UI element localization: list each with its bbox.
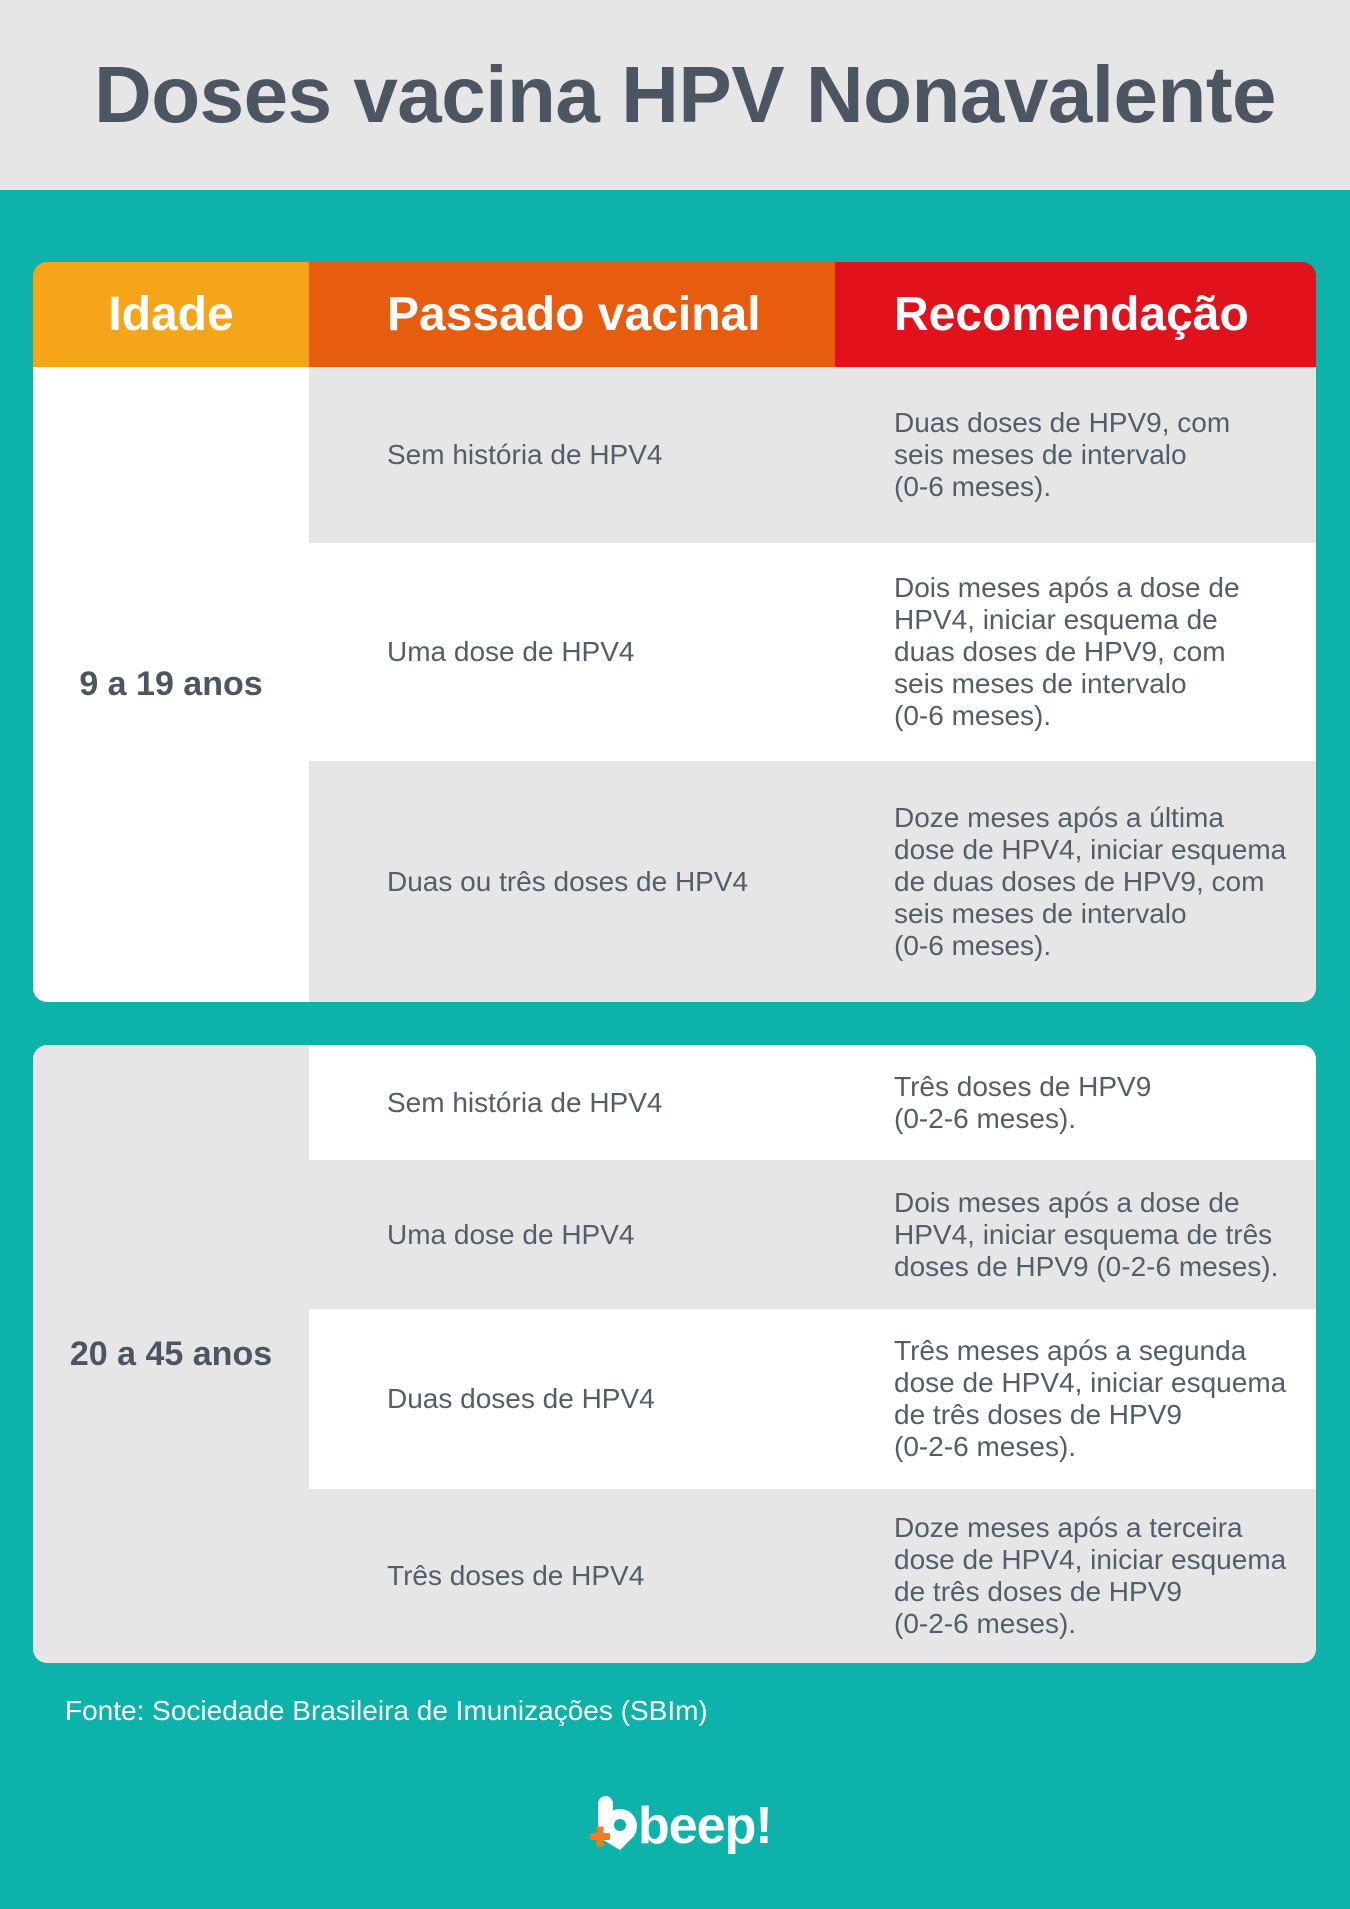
history-cell (309, 367, 835, 543)
beep-heart-cross-icon (586, 1794, 640, 1852)
recommendation-text: Dois meses após a dose de HPV4, iniciar esquema de três doses de HPV9 (0-2-6 meses). (894, 1186, 1279, 1282)
header-recomendacao: Recomendação (835, 262, 1316, 367)
beep-logo (586, 1790, 772, 1855)
table-row (309, 1309, 1316, 1489)
recommendation-text: Dois meses após a dose de HPV4, iniciar esquema de duas doses de HPV9, com seis meses de intervalo (0-6 meses). (894, 572, 1240, 731)
recommendation-cell (835, 1489, 1316, 1663)
recommendation-text: Doze meses após a terceira dose de HPV4, iniciar esquema de três doses de HPV9 (0-2-6 meses). (894, 1512, 1287, 1639)
table-row (309, 367, 1316, 543)
age-group-label: 9 a 19 anos (79, 665, 263, 703)
table-header (33, 262, 1316, 367)
history-cell (309, 1309, 835, 1489)
history-cell (309, 761, 835, 1002)
age-group-label: 20 a 45 anos (69, 1334, 273, 1373)
recommendation-cell (835, 761, 1316, 1002)
rows-column (309, 367, 1316, 1002)
dose-table-age-9-19 (33, 262, 1316, 1002)
age-cell (33, 367, 309, 1002)
history-cell (309, 1160, 835, 1309)
table-row (309, 1489, 1316, 1663)
table-body (33, 1045, 1316, 1663)
history-text: Sem história de HPV4 (387, 439, 663, 470)
history-text: Sem história de HPV4 (387, 1086, 663, 1118)
recommendation-text: Três meses após a segunda dose de HPV4, iniciar esquema de três doses de HPV9 (0-2-6 meses). (894, 1335, 1287, 1462)
table-row (309, 1160, 1316, 1309)
history-cell (309, 1045, 835, 1160)
table-row (309, 761, 1316, 1002)
table-body (33, 367, 1316, 1002)
history-cell (309, 543, 835, 761)
dose-table-age-20-45 (33, 1045, 1316, 1663)
title-band (0, 0, 1350, 190)
page-title: Doses vacina HPV Nonavalente (93, 50, 1277, 139)
recommendation-cell (835, 543, 1316, 761)
recommendation-cell (835, 1045, 1316, 1160)
recommendation-text: Três doses de HPV9 (0-2-6 meses). (894, 1070, 1152, 1134)
table-row (309, 1045, 1316, 1160)
table-row (309, 543, 1316, 761)
source-note: Fonte: Sociedade Brasileira de Imunizações (SBIm) (65, 1695, 708, 1726)
header-passado-vacinal: Passado vacinal (309, 262, 835, 367)
recommendation-cell (835, 367, 1316, 543)
header-idade: Idade (33, 262, 309, 367)
recommendation-text: Doze meses após a última dose de HPV4, iniciar esquema de duas doses de HPV9, com seis meses de intervalo (0-6 meses). (894, 801, 1287, 961)
recommendation-cell (835, 1309, 1316, 1489)
history-text: Uma dose de HPV4 (387, 1218, 635, 1250)
logo-wordmark: beep! (638, 1797, 772, 1855)
history-text: Duas doses de HPV4 (387, 1383, 655, 1414)
history-cell (309, 1489, 835, 1663)
history-text: Três doses de HPV4 (387, 1560, 645, 1591)
history-text: Uma dose de HPV4 (387, 636, 635, 667)
recommendation-cell (835, 1160, 1316, 1309)
rows-column (309, 1045, 1316, 1663)
age-cell (33, 1045, 309, 1663)
history-text: Duas ou três doses de HPV4 (387, 865, 749, 897)
recommendation-text: Duas doses de HPV9, com seis meses de intervalo (0-6 meses). (894, 407, 1231, 502)
